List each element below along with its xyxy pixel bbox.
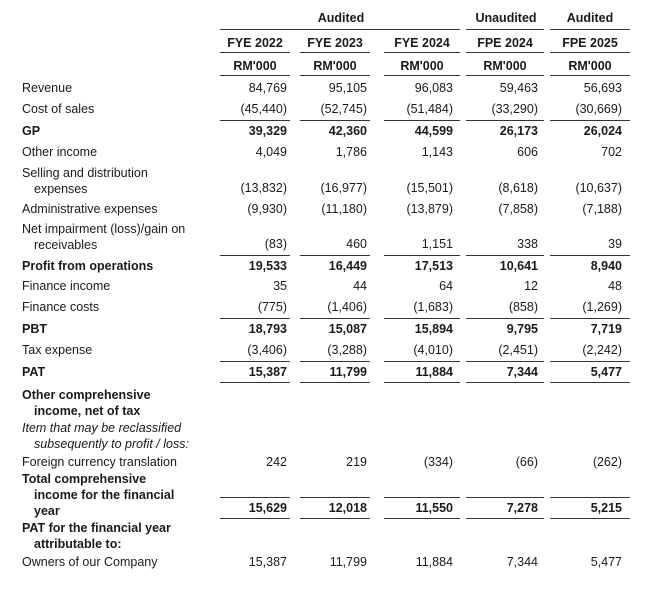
subtotal-rule-below [550, 382, 630, 383]
column-unit-5: RM'000 [568, 59, 612, 73]
subtotal-rule-above [550, 361, 630, 362]
table-cell: (30,669) [575, 102, 622, 116]
row-label [22, 554, 212, 570]
row-label-line: attributable to: [34, 537, 122, 551]
table-cell: 56,693 [583, 81, 622, 95]
row-label-line: income for the financial [34, 488, 175, 502]
row-label [22, 299, 212, 315]
subtotal-rule-above [466, 120, 544, 121]
subtotal-rule-above [300, 361, 370, 362]
table-cell: 15,894 [414, 322, 453, 336]
subtotal-rule-below [384, 382, 460, 383]
subtotal-rule-above [300, 120, 370, 121]
period-underline-5 [550, 52, 630, 53]
row-label-line: PBT [22, 322, 47, 336]
table-cell: 7,278 [506, 501, 538, 515]
table-cell: 606 [517, 145, 538, 159]
group-underline-1 [220, 29, 460, 30]
table-cell: 44,599 [414, 124, 453, 138]
table-cell: 10,641 [499, 259, 538, 273]
table-cell: 84,769 [248, 81, 287, 95]
column-unit-3: RM'000 [400, 59, 444, 73]
table-cell: (3,288) [327, 343, 367, 357]
subtotal-rule-below [300, 518, 370, 519]
table-cell: (83) [264, 237, 287, 251]
table-cell: 242 [266, 455, 287, 469]
subtotal-rule-above [384, 497, 460, 498]
row-label-line: subsequently to profit / loss: [34, 437, 189, 451]
row-label [22, 258, 212, 274]
row-label [22, 420, 212, 452]
table-cell: (8,618) [498, 181, 538, 195]
table-cell: 12 [524, 279, 538, 293]
column-period-fpe-2024: FPE 2024 [477, 36, 533, 50]
table-cell: (33,290) [491, 102, 538, 116]
unit-underline-3 [384, 75, 460, 76]
row-label [22, 221, 212, 253]
column-unit-2: RM'000 [313, 59, 357, 73]
table-cell: (51,484) [406, 102, 453, 116]
table-cell: 95,105 [328, 81, 367, 95]
table-cell: 96,083 [414, 81, 453, 95]
table-cell: 11,884 [415, 365, 453, 379]
table-cell: 702 [601, 145, 622, 159]
table-cell: 5,215 [590, 501, 622, 515]
unit-underline-1 [220, 75, 290, 76]
table-cell: (775) [257, 300, 287, 314]
period-underline-3 [384, 52, 460, 53]
subtotal-rule-below [550, 518, 630, 519]
subtotal-rule-above [550, 255, 630, 256]
table-cell: 15,087 [328, 322, 367, 336]
subtotal-rule-above [384, 255, 460, 256]
row-label-line: Other income [22, 145, 98, 159]
table-cell: (11,180) [321, 202, 367, 216]
unit-underline-2 [300, 75, 370, 76]
subtotal-rule-above [220, 497, 290, 498]
group-audited-1: Audited [317, 11, 365, 25]
subtotal-rule-below [384, 518, 460, 519]
table-cell: 7,344 [506, 555, 538, 569]
table-cell: (2,451) [498, 343, 538, 357]
column-period-fye-2023: FYE 2023 [307, 36, 363, 50]
subtotal-rule-above [550, 318, 630, 319]
row-label [22, 101, 212, 117]
row-label-line: Owners of our Company [22, 555, 158, 569]
table-cell: (1,683) [413, 300, 453, 314]
table-cell: (16,977) [320, 181, 367, 195]
table-cell: 16,449 [328, 259, 367, 273]
subtotal-rule-above [384, 361, 460, 362]
subtotal-rule-above [300, 497, 370, 498]
group-underline-3 [550, 29, 630, 30]
row-label-line: PAT [22, 365, 46, 379]
subtotal-rule-above [220, 361, 290, 362]
table-cell: (7,858) [498, 202, 538, 216]
table-cell: 48 [608, 279, 622, 293]
table-cell: 17,513 [414, 259, 453, 273]
row-label-line: Administrative expenses [22, 202, 158, 216]
group-underline-2 [466, 29, 544, 30]
table-cell: (13,879) [406, 202, 453, 216]
table-cell: 11,799 [329, 365, 367, 379]
subtotal-rule-above [466, 318, 544, 319]
table-cell: (1,269) [582, 300, 622, 314]
subtotal-rule-above [300, 255, 370, 256]
table-cell: 219 [346, 455, 367, 469]
row-label-line: Revenue [22, 81, 73, 95]
row-label [22, 364, 212, 380]
column-period-fye-2022: FYE 2022 [227, 36, 283, 50]
table-cell: 338 [517, 237, 538, 251]
table-cell: 59,463 [499, 81, 538, 95]
subtotal-rule-above [466, 497, 544, 498]
table-cell: 15,387 [248, 365, 287, 379]
table-cell: 5,477 [590, 555, 622, 569]
period-underline-2 [300, 52, 370, 53]
table-cell: 1,151 [421, 237, 453, 251]
table-cell: 1,786 [335, 145, 367, 159]
table-cell: (262) [592, 455, 622, 469]
table-cell: (15,501) [406, 181, 453, 195]
row-label-line: year [34, 504, 60, 518]
table-cell: (2,242) [582, 343, 622, 357]
table-cell: 11,799 [329, 555, 367, 569]
table-cell: 42,360 [328, 124, 367, 138]
subtotal-rule-above [466, 255, 544, 256]
row-label-line: expenses [34, 182, 88, 196]
row-label-line: receivables [34, 238, 98, 252]
group-audited-2: Audited [566, 11, 614, 25]
table-cell: 26,173 [499, 124, 538, 138]
table-cell: 15,629 [248, 501, 287, 515]
table-cell: 7,344 [506, 365, 538, 379]
subtotal-rule-above [550, 120, 630, 121]
column-period-fpe-2025: FPE 2025 [562, 36, 618, 50]
table-cell: 8,940 [590, 259, 622, 273]
row-label-line: Total comprehensive [22, 472, 147, 486]
table-cell: (7,188) [582, 202, 622, 216]
row-label [22, 165, 212, 197]
row-label-line: GP [22, 124, 41, 138]
row-label [22, 201, 212, 217]
subtotal-rule-above [466, 361, 544, 362]
column-unit-4: RM'000 [483, 59, 527, 73]
row-label [22, 278, 212, 294]
table-cell: 64 [439, 279, 453, 293]
subtotal-rule-below [466, 518, 544, 519]
subtotal-rule-above [550, 497, 630, 498]
table-cell: 26,024 [583, 124, 622, 138]
table-cell: (9,930) [247, 202, 287, 216]
row-label-line: Foreign currency translation [22, 455, 177, 469]
row-label-line: Finance income [22, 279, 111, 293]
row-label-line: Profit from operations [22, 259, 154, 273]
table-cell: 39 [608, 237, 622, 251]
row-label [22, 321, 212, 337]
row-label-line: Finance costs [22, 300, 100, 314]
row-label [22, 144, 212, 160]
subtotal-rule-below [220, 518, 290, 519]
table-cell: 1,143 [421, 145, 453, 159]
subtotal-rule-above [384, 318, 460, 319]
row-label-line: Selling and distribution [22, 166, 148, 180]
table-cell: (45,440) [240, 102, 287, 116]
table-cell: (334) [423, 455, 453, 469]
table-cell: 11,884 [415, 555, 453, 569]
table-cell: 19,533 [248, 259, 287, 273]
subtotal-rule-above [384, 120, 460, 121]
column-unit-1: RM'000 [233, 59, 277, 73]
table-cell: (13,832) [240, 181, 287, 195]
table-cell: (66) [515, 455, 538, 469]
table-cell: (1,406) [327, 300, 367, 314]
row-label [22, 342, 212, 358]
row-label-line: PAT for the financial year [22, 521, 171, 535]
table-cell: 39,329 [248, 124, 287, 138]
table-cell: 35 [273, 279, 287, 293]
table-cell: 460 [346, 237, 367, 251]
table-cell: 11,550 [415, 501, 453, 515]
row-label [22, 123, 212, 139]
table-cell: 7,719 [590, 322, 622, 336]
period-underline-4 [466, 52, 544, 53]
row-label-line: Cost of sales [22, 102, 95, 116]
row-label-line: income, net of tax [34, 404, 141, 418]
row-label [22, 454, 212, 470]
row-label [22, 520, 212, 552]
subtotal-rule-below [466, 382, 544, 383]
row-label [22, 471, 212, 519]
row-label-line: Tax expense [22, 343, 93, 357]
period-underline-1 [220, 52, 290, 53]
subtotal-rule-below [300, 382, 370, 383]
subtotal-rule-above [220, 120, 290, 121]
column-period-fye-2024: FYE 2024 [394, 36, 450, 50]
row-label [22, 387, 212, 419]
table-cell: 15,387 [248, 555, 287, 569]
row-label-line: Net impairment (loss)/gain on [22, 222, 186, 236]
table-cell: (52,745) [320, 102, 367, 116]
subtotal-rule-above [220, 255, 290, 256]
table-cell: 18,793 [248, 322, 287, 336]
unit-underline-5 [550, 75, 630, 76]
unit-underline-4 [466, 75, 544, 76]
row-label [22, 80, 212, 96]
subtotal-rule-above [220, 318, 290, 319]
table-cell: 9,795 [506, 322, 538, 336]
row-label-line: Other comprehensive [22, 388, 151, 402]
row-label-line: Item that may be reclassified [22, 421, 182, 435]
group-unaudited: Unaudited [475, 11, 537, 25]
table-cell: (4,010) [413, 343, 453, 357]
subtotal-rule-below [220, 382, 290, 383]
table-cell: 5,477 [590, 365, 622, 379]
table-cell: (10,637) [575, 181, 622, 195]
table-cell: 44 [353, 279, 367, 293]
table-cell: 4,049 [255, 145, 287, 159]
table-cell: 12,018 [328, 501, 367, 515]
table-cell: (3,406) [247, 343, 287, 357]
subtotal-rule-above [300, 318, 370, 319]
table-cell: (858) [508, 300, 538, 314]
